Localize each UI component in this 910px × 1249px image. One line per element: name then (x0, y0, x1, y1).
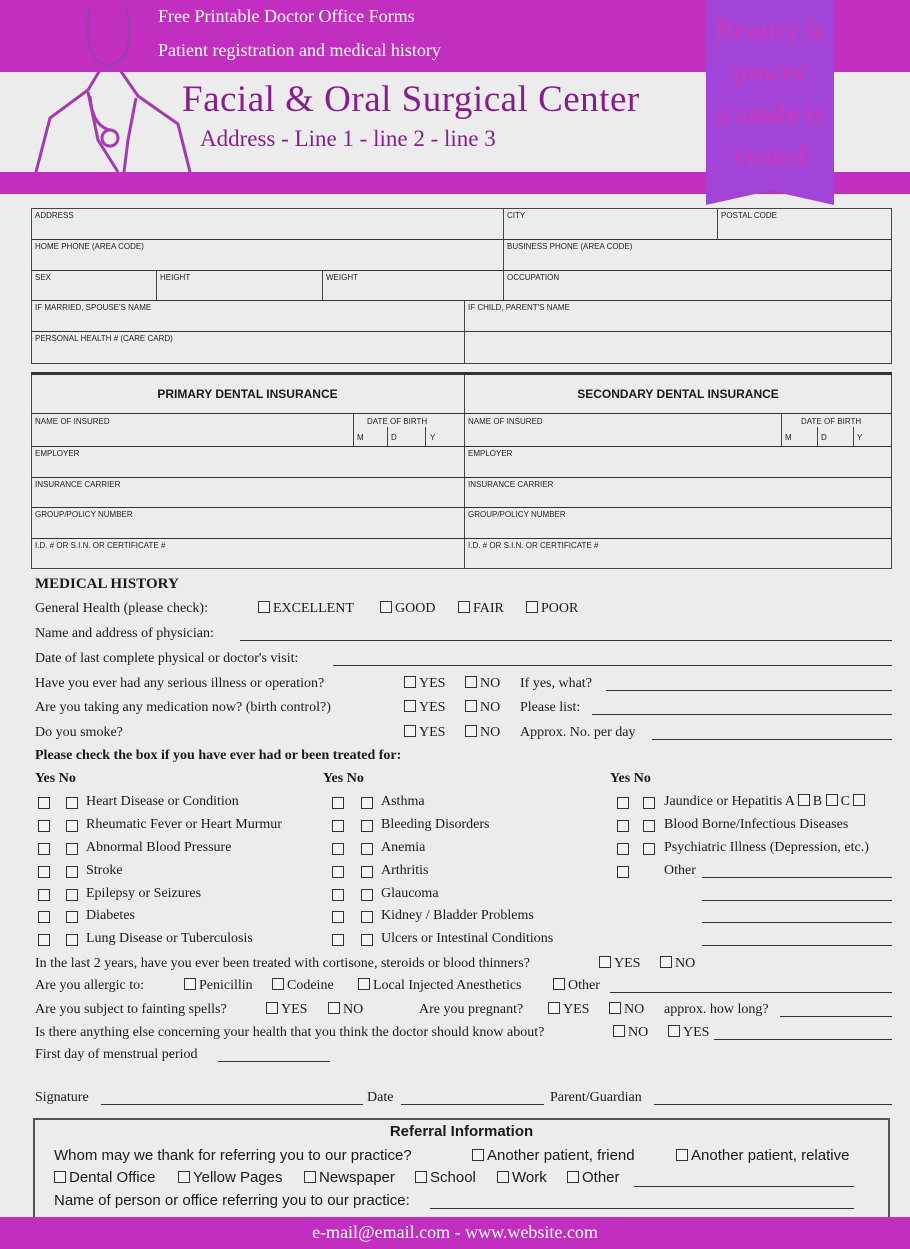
referral-friend-checkbox[interactable]: Another patient, friend (472, 1147, 635, 1164)
condition-no-checkbox[interactable] (66, 911, 78, 923)
primary-dob-label: DATE OF BIRTH (367, 417, 428, 426)
condition-yes-checkbox[interactable] (38, 934, 50, 946)
cortisone-question: In the last 2 years, have you ever been treated with cortisone, steroids or blood thinners? (35, 956, 530, 971)
medication-input[interactable] (592, 714, 892, 715)
referral-relative-checkbox[interactable]: Another patient, relative (676, 1147, 849, 1164)
condition-label: Psychiatric Illness (Depression, etc.) (664, 840, 869, 855)
illness-yes-checkbox[interactable]: YES (404, 676, 445, 692)
health-card-field[interactable]: PERSONAL HEALTH # (CARE CARD) (35, 334, 173, 343)
condition-no-checkbox[interactable] (361, 911, 373, 923)
clinic-address: Address - Line 1 - line 2 - line 3 (200, 126, 496, 151)
physician-label: Name and address of physician: (35, 626, 214, 641)
cortisone-no-checkbox[interactable]: NO (660, 956, 695, 972)
referral-yellow-pages-checkbox[interactable]: Yellow Pages (178, 1169, 283, 1186)
medication-list-label: Please list: (520, 700, 581, 715)
condition-label: Epilepsy or Seizures (86, 886, 202, 901)
condition-yes-checkbox[interactable] (617, 843, 629, 855)
condition-no-checkbox[interactable] (361, 797, 373, 809)
general-health-label: General Health (please check): (35, 601, 208, 616)
referral-other-input[interactable] (634, 1186, 854, 1187)
guardian-input[interactable] (654, 1104, 892, 1105)
allergy-question: Are you allergic to: (35, 978, 144, 993)
primary-id-field[interactable]: I.D. # OR S.I.N. OR CERTIFICATE # (35, 541, 166, 550)
condition-no-checkbox[interactable] (361, 934, 373, 946)
condition-no-checkbox[interactable] (361, 889, 373, 901)
slogan-line: a smile is (715, 99, 825, 130)
excellent-checkbox[interactable]: EXCELLENT (258, 601, 354, 617)
condition-label: Abnormal Blood Pressure (86, 840, 232, 855)
fainting-no-checkbox[interactable]: NO (328, 1002, 363, 1018)
parent-name-field[interactable]: IF CHILD, PARENT'S NAME (468, 303, 570, 312)
referrer-name-label: Name of person or office referring you to our practice: (54, 1192, 410, 1209)
signature-input[interactable] (101, 1104, 363, 1105)
guardian-label: Parent/Guardian (550, 1090, 642, 1105)
medication-yes-checkbox[interactable]: YES (404, 700, 445, 716)
condition-label: Glaucoma (381, 886, 439, 901)
allergy-other-checkbox[interactable]: Other (553, 978, 600, 994)
condition-label: Jaundice or Hepatitis A B C (664, 794, 868, 810)
condition-no-checkbox[interactable] (361, 820, 373, 832)
condition-label: Lung Disease or Tuberculosis (86, 931, 253, 946)
condition-yes-checkbox[interactable] (332, 911, 344, 923)
last-visit-input[interactable] (333, 665, 892, 666)
condition-label: Ulcers or Intestinal Conditions (381, 931, 554, 946)
signature-label: Signature (35, 1090, 89, 1105)
condition-no-checkbox[interactable] (643, 843, 655, 855)
secondary-insured-name-field[interactable]: NAME OF INSURED (468, 417, 543, 426)
pregnant-no-checkbox[interactable]: NO (609, 1002, 644, 1018)
primary-carrier-field[interactable]: INSURANCE CARRIER (35, 480, 121, 489)
doctor-silhouette-icon (28, 0, 198, 175)
other-condition-input[interactable] (702, 877, 892, 878)
illness-no-checkbox[interactable]: NO (465, 676, 500, 692)
condition-label: Stroke (86, 863, 123, 878)
condition-yes-checkbox[interactable] (332, 820, 344, 832)
other-condition-input[interactable] (702, 922, 892, 923)
condition-no-checkbox[interactable] (66, 889, 78, 901)
city-field[interactable]: CITY (507, 211, 526, 220)
primary-insured-name-field[interactable]: NAME OF INSURED (35, 417, 110, 426)
condition-label: Heart Disease or Condition (86, 794, 239, 809)
condition-yes-checkbox[interactable] (332, 843, 344, 855)
referrer-name-input[interactable] (430, 1208, 854, 1209)
condition-label: Bleeding Disorders (381, 817, 490, 832)
slogan-line: Beauty is (715, 15, 825, 46)
condition-no-checkbox[interactable] (643, 820, 655, 832)
physician-input[interactable] (240, 640, 892, 641)
codeine-checkbox[interactable]: Codeine (272, 978, 334, 994)
secondary-employer-field[interactable]: EMPLOYER (468, 449, 513, 458)
illness-question: Have you ever had any serious illness or operation? (35, 676, 325, 691)
yes-no-header: Yes No (35, 771, 76, 786)
condition-no-checkbox[interactable] (361, 866, 373, 878)
condition-no-checkbox[interactable] (66, 843, 78, 855)
anything-else-input[interactable] (714, 1039, 892, 1040)
condition-yes-checkbox[interactable] (38, 843, 50, 855)
secondary-dob-m[interactable]: M (785, 433, 792, 442)
anything-else-question: Is there anything else concerning your health that you think the doctor should know about? (35, 1025, 545, 1040)
condition-yes-checkbox[interactable] (38, 820, 50, 832)
smoke-no-checkbox[interactable]: NO (465, 725, 500, 741)
primary-group-field[interactable]: GROUP/POLICY NUMBER (35, 510, 133, 519)
other-condition-input[interactable] (702, 945, 892, 946)
clinic-title: Facial & Oral Surgical Center (182, 79, 640, 120)
referral-newspaper-checkbox[interactable]: Newspaper (304, 1169, 395, 1186)
illness-what-label: If yes, what? (520, 676, 592, 691)
condition-yes-checkbox[interactable] (332, 934, 344, 946)
condition-other-label: Other (664, 863, 696, 878)
fair-checkbox[interactable]: FAIR (458, 601, 504, 617)
condition-label: Blood Borne/Infectious Diseases (664, 817, 849, 832)
primary-dob-d[interactable]: D (391, 433, 397, 442)
condition-no-checkbox[interactable] (361, 843, 373, 855)
medical-history-heading: MEDICAL HISTORY (35, 576, 179, 592)
smoke-yes-checkbox[interactable]: YES (404, 725, 445, 741)
condition-yes-checkbox[interactable] (38, 911, 50, 923)
how-long-label: approx. how long? (664, 1002, 769, 1017)
last-visit-label: Date of last complete physical or doctor's visit: (35, 651, 299, 666)
condition-label: Anemia (381, 840, 426, 855)
secondary-dob-y[interactable]: Y (857, 433, 863, 442)
yes-no-header: Yes No (323, 771, 364, 786)
allergy-other-input[interactable] (610, 992, 892, 993)
sex-field[interactable]: SEX (35, 273, 52, 282)
insurance-grid (31, 375, 892, 569)
condition-yes-checkbox[interactable] (617, 820, 629, 832)
penicillin-checkbox[interactable]: Penicillin (184, 978, 253, 994)
how-long-input[interactable] (780, 1016, 892, 1017)
referral-heading: Referral Information (389, 1123, 534, 1140)
postal-code-field[interactable]: POSTAL CODE (721, 211, 778, 220)
condition-no-checkbox[interactable] (66, 934, 78, 946)
condition-yes-checkbox[interactable] (38, 797, 50, 809)
condition-label: Rheumatic Fever or Heart Murmur (86, 817, 282, 832)
condition-other-checkbox[interactable] (617, 866, 629, 878)
fainting-yes-checkbox[interactable]: YES (266, 1002, 307, 1018)
per-day-label: Approx. No. per day (520, 725, 636, 740)
fainting-question: Are you subject to fainting spells? (35, 1002, 227, 1017)
weight-field[interactable]: WEIGHT (326, 273, 358, 282)
slogan-line: power (732, 57, 808, 88)
secondary-dob-label: DATE OF BIRTH (801, 417, 862, 426)
slogan-line: sword (733, 141, 807, 172)
referral-other-checkbox[interactable]: Other (567, 1169, 620, 1186)
address-field[interactable]: ADDRESS (35, 211, 74, 220)
condition-yes-checkbox[interactable] (332, 889, 344, 901)
date-input[interactable] (401, 1104, 544, 1105)
occupation-field[interactable]: OCCUPATION (507, 273, 560, 282)
secondary-insurance-heading: SECONDARY DENTAL INSURANCE (577, 387, 779, 401)
condition-label: Asthma (381, 794, 425, 809)
primary-dob-y[interactable]: Y (430, 433, 436, 442)
conditions-heading: Please check the box if you have ever had or been treated for: (35, 748, 402, 763)
anything-else-yes-checkbox[interactable]: YES (668, 1025, 709, 1041)
medication-question: Are you taking any medication now? (birth control?) (35, 700, 331, 715)
secondary-group-field[interactable]: GROUP/POLICY NUMBER (468, 510, 566, 519)
other-condition-input[interactable] (702, 900, 892, 901)
anything-else-no-checkbox[interactable]: NO (613, 1025, 648, 1041)
yes-no-header: Yes No (610, 771, 651, 786)
condition-no-checkbox[interactable] (66, 866, 78, 878)
home-phone-field[interactable]: HOME PHONE (AREA CODE) (35, 242, 144, 251)
referral-dental-office-checkbox[interactable]: Dental Office (54, 1169, 155, 1186)
cortisone-yes-checkbox[interactable]: YES (599, 956, 640, 972)
footer-contact[interactable]: e-mail@email.com - www.website.com (312, 1222, 598, 1242)
date-label: Date (367, 1090, 394, 1105)
condition-yes-checkbox[interactable] (617, 797, 629, 809)
primary-dob-m[interactable]: M (357, 433, 364, 442)
good-checkbox[interactable]: GOOD (380, 601, 435, 617)
secondary-id-field[interactable]: I.D. # OR S.I.N. OR CERTIFICATE # (468, 541, 599, 550)
condition-no-checkbox[interactable] (643, 797, 655, 809)
condition-yes-checkbox[interactable] (332, 797, 344, 809)
referral-work-checkbox[interactable]: Work (497, 1169, 547, 1186)
secondary-dob-d[interactable]: D (821, 433, 827, 442)
referral-question: Whom may we thank for referring you to our practice? (54, 1147, 412, 1164)
poor-checkbox[interactable]: POOR (526, 601, 578, 617)
business-phone-field[interactable]: BUSINESS PHONE (AREA CODE) (507, 242, 633, 251)
condition-label: Kidney / Bladder Problems (381, 908, 534, 923)
primary-employer-field[interactable]: EMPLOYER (35, 449, 80, 458)
referral-school-checkbox[interactable]: School (415, 1169, 476, 1186)
menstrual-label: First day of menstrual period (35, 1047, 198, 1062)
condition-label: Arthritis (381, 863, 429, 878)
per-day-input[interactable] (652, 739, 892, 740)
anesthetics-checkbox[interactable]: Local Injected Anesthetics (358, 978, 522, 994)
medication-no-checkbox[interactable]: NO (465, 700, 500, 716)
primary-insurance-heading: PRIMARY DENTAL INSURANCE (157, 387, 338, 401)
condition-no-checkbox[interactable] (66, 820, 78, 832)
condition-yes-checkbox[interactable] (38, 866, 50, 878)
menstrual-input[interactable] (218, 1061, 330, 1062)
smoke-question: Do you smoke? (35, 725, 123, 740)
height-field[interactable]: HEIGHT (160, 273, 191, 282)
condition-label: Diabetes (86, 908, 135, 923)
pregnant-yes-checkbox[interactable]: YES (548, 1002, 589, 1018)
condition-no-checkbox[interactable] (66, 797, 78, 809)
spouse-name-field[interactable]: IF MARRIED, SPOUSE'S NAME (35, 303, 152, 312)
header-line1: Free Printable Doctor Office Forms (158, 6, 415, 26)
condition-yes-checkbox[interactable] (332, 866, 344, 878)
slogan-text (706, 10, 834, 178)
pregnant-question: Are you pregnant? (419, 1002, 524, 1017)
secondary-carrier-field[interactable]: INSURANCE CARRIER (468, 480, 554, 489)
condition-yes-checkbox[interactable] (38, 889, 50, 901)
illness-input[interactable] (606, 690, 892, 691)
header-line2: Patient registration and medical history (158, 40, 441, 60)
